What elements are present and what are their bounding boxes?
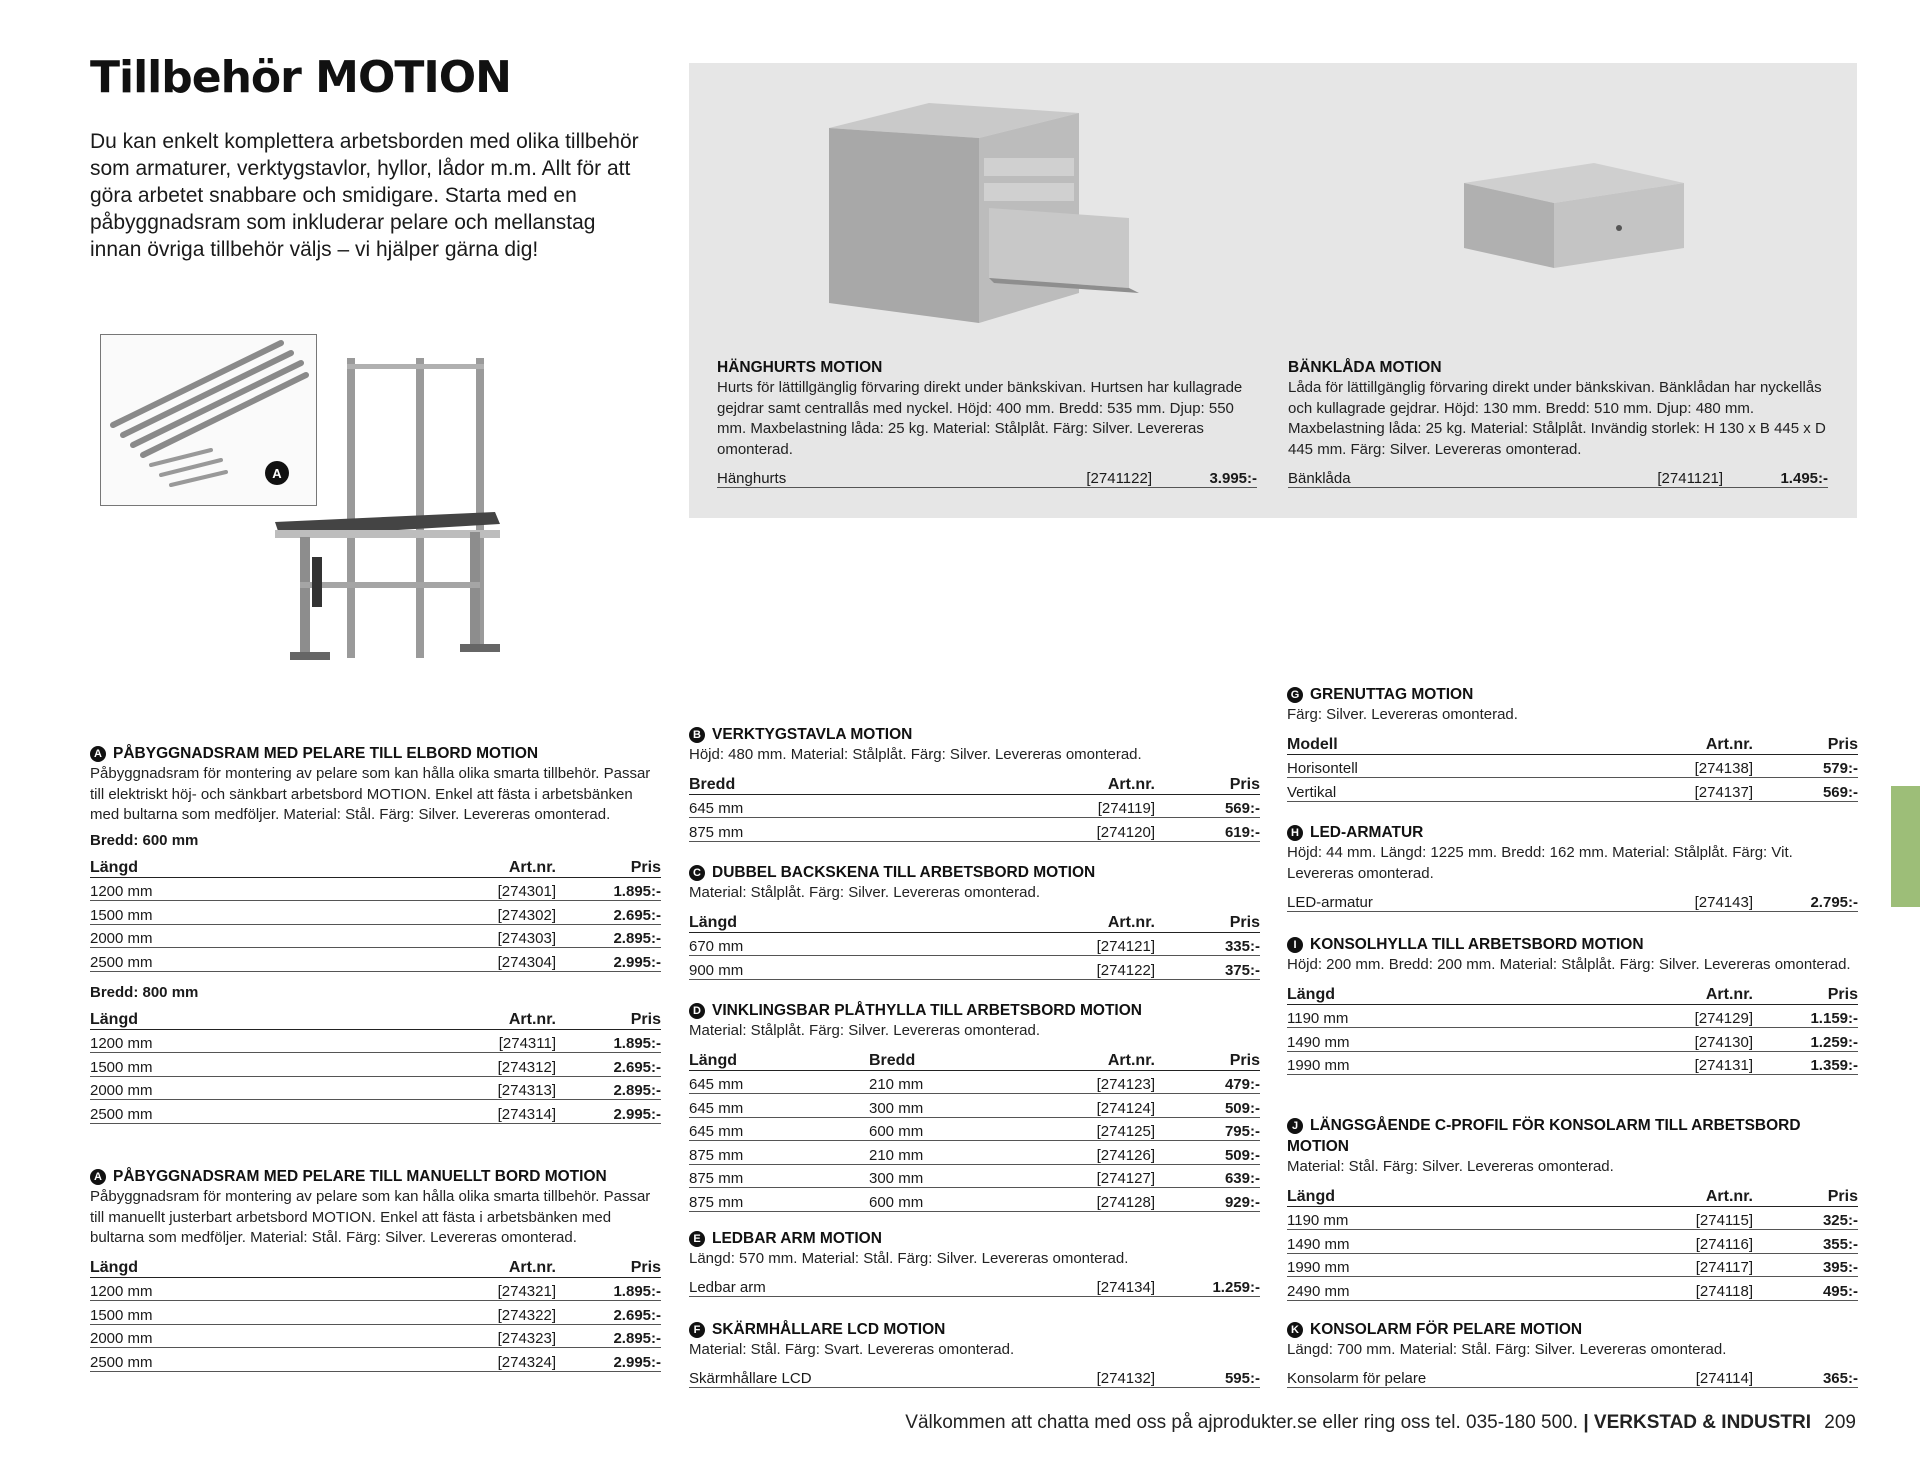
col-pris: Pris	[1753, 730, 1858, 755]
product-name: Ledbar arm	[689, 1274, 1035, 1297]
table-row	[1287, 1051, 1858, 1075]
width-value: 210 mm	[869, 1141, 1035, 1165]
table-row	[689, 1094, 1260, 1118]
article-number: [2741121]	[1603, 464, 1723, 487]
section-a-elbord	[90, 743, 661, 1124]
article-number: [274314]	[436, 1100, 556, 1124]
length-value: Horisontell	[1287, 754, 1633, 778]
b-desc: Höjd: 480 mm. Material: Stålplåt. Färg: Silver. Levereras omonterad.	[689, 746, 1142, 763]
table-row	[1287, 754, 1858, 778]
table-row	[1287, 778, 1858, 802]
col-pris: Pris	[1155, 908, 1260, 933]
length-value: 2000 mm	[90, 1324, 436, 1348]
section-color-tab	[1891, 786, 1920, 907]
length-value: 1190 mm	[1287, 1004, 1633, 1028]
i-title: KONSOLHYLLA TILL ARBETSBORD MOTION	[1310, 936, 1644, 953]
article-number: [274116]	[1633, 1230, 1753, 1254]
table-row	[90, 1301, 661, 1325]
table-row	[1287, 1253, 1858, 1277]
price: 1.895:-	[556, 1029, 661, 1053]
table-row	[689, 1141, 1260, 1165]
banklada-desc: Låda för lättillgänglig förvaring direkt under bänkskivan. Bänklådan har nyckellås och kullagrade gejdrar. Höjd: 130 mm. Bredd: 510 mm. Djup: 480 mm. Maxbelastning låda: 25 kg. Material: Stålplåt. Invändig storlek: H 130 x B 445 x D 445 mm. Färg: Silver. Levereras omonterad.	[1288, 379, 1826, 458]
article-number: [274127]	[1035, 1164, 1155, 1188]
section-c	[689, 862, 1260, 980]
e-desc: Längd: 570 mm. Material: Stål. Färg: Silver. Levereras omonterad.	[689, 1250, 1129, 1267]
article-number: [274322]	[436, 1301, 556, 1325]
intro-text: Du kan enkelt komplettera arbetsborden med olika tillbehör som armaturer, verktygstavlor, hyllor, lådor m.m. Allt för att göra arbetet snabbare och smidigare. Starta med en påbyggnadsram som inkluderar pelare och mellanstag innan övriga tillbehör väljs – vi hjälper gärna dig!	[90, 130, 639, 261]
table-row	[90, 901, 661, 925]
table-row	[1287, 1206, 1858, 1230]
length-value: 1490 mm	[1287, 1230, 1633, 1254]
a2-desc: Påbyggnadsram för montering av pelare som kan hålla olika smarta tillbehör. Passar till manuellt justerbart arbetsbord MOTION. Enkel att fästa i arbetsbänken med bultarna som medföljer. Material: Stål. Färg: Silver. Levereras omonterad.	[90, 1188, 651, 1246]
banklada-table	[1288, 464, 1828, 488]
badge-c-icon: C	[689, 865, 705, 881]
section-b	[689, 724, 1260, 842]
article-number: [274301]	[436, 877, 556, 901]
article-number: [274134]	[1035, 1274, 1155, 1297]
col-artnr: Art.nr.	[436, 1005, 556, 1030]
j-table	[1287, 1182, 1858, 1301]
length-value: 645 mm	[689, 1117, 869, 1141]
col-modell: Modell	[1287, 730, 1633, 755]
hanghurts-table	[717, 464, 1257, 488]
col-langd: Längd	[689, 1046, 869, 1071]
product-name: Bänklåda	[1288, 464, 1603, 487]
article-number: [274123]	[1035, 1070, 1155, 1094]
featured-products-panel	[689, 63, 1857, 518]
table-row	[1287, 1365, 1858, 1388]
col-artnr: Art.nr.	[1035, 908, 1155, 933]
g-table	[1287, 730, 1858, 802]
price: 495:-	[1753, 1277, 1858, 1301]
banklada-block	[1288, 357, 1828, 488]
table-row	[689, 794, 1260, 818]
article-number: [274312]	[436, 1053, 556, 1077]
d-table	[689, 1046, 1260, 1212]
price: 569:-	[1155, 794, 1260, 818]
section-d	[689, 1000, 1260, 1212]
article-number: [274137]	[1633, 778, 1753, 802]
article-number: [274323]	[436, 1324, 556, 1348]
length-value: 1500 mm	[90, 1301, 436, 1325]
length-value: 1490 mm	[1287, 1028, 1633, 1052]
table-row	[90, 1100, 661, 1124]
badge-d-icon: D	[689, 1003, 705, 1019]
col-artnr: Art.nr.	[436, 853, 556, 878]
price: 619:-	[1155, 818, 1260, 842]
col-bredd: Bredd	[689, 770, 1035, 795]
article-number: [274304]	[436, 948, 556, 972]
table-row	[689, 1188, 1260, 1212]
price: 2.895:-	[556, 924, 661, 948]
table-row	[1287, 1230, 1858, 1254]
table-row	[1287, 1004, 1858, 1028]
article-number: [274138]	[1633, 754, 1753, 778]
length-value: 1200 mm	[90, 1029, 436, 1053]
section-h	[1287, 822, 1858, 912]
table-row	[689, 1164, 1260, 1188]
article-number: [274311]	[436, 1029, 556, 1053]
price: 929:-	[1155, 1188, 1260, 1212]
section-i	[1287, 934, 1858, 1075]
article-number: [274324]	[436, 1348, 556, 1372]
length-value: 1990 mm	[1287, 1253, 1633, 1277]
price: 509:-	[1155, 1141, 1260, 1165]
price: 1.259:-	[1155, 1274, 1260, 1297]
col-langd: Längd	[1287, 1182, 1633, 1207]
page-title: Tillbehör MOTION	[90, 52, 511, 103]
badge-a-icon: A	[90, 746, 106, 762]
article-number: [274130]	[1633, 1028, 1753, 1052]
b-title: VERKTYGSTAVLA MOTION	[712, 726, 913, 743]
article-number: [274114]	[1633, 1365, 1753, 1388]
footer-section: | VERKSTAD & INDUSTRI	[1583, 1412, 1812, 1433]
table-row	[717, 464, 1257, 487]
price: 569:-	[1753, 778, 1858, 802]
article-number: [274313]	[436, 1076, 556, 1100]
k-table	[1287, 1365, 1858, 1389]
h-desc: Höjd: 44 mm. Längd: 1225 mm. Bredd: 162 mm. Material: Stålplåt. Färg: Vit. Levereras omonterad.	[1287, 844, 1793, 882]
table-row	[689, 956, 1260, 980]
b-table	[689, 770, 1260, 842]
banklada-image	[1454, 163, 1694, 293]
i-table	[1287, 980, 1858, 1076]
table-row	[689, 1274, 1260, 1297]
width-value: 600 mm	[869, 1188, 1035, 1212]
col-artnr: Art.nr.	[1633, 730, 1753, 755]
price: 2.895:-	[556, 1324, 661, 1348]
length-value: 2490 mm	[1287, 1277, 1633, 1301]
price: 2.695:-	[556, 1301, 661, 1325]
article-number: [274121]	[1035, 932, 1155, 956]
price: 2.995:-	[556, 1100, 661, 1124]
col-artnr: Art.nr.	[1633, 980, 1753, 1005]
k-title: KONSOLARM FÖR PELARE MOTION	[1310, 1321, 1583, 1338]
a1-table-800	[90, 1005, 661, 1124]
f-desc: Material: Stål. Färg: Svart. Levereras omonterad.	[689, 1341, 1015, 1358]
price: 1.895:-	[556, 877, 661, 901]
col-artnr: Art.nr.	[1035, 770, 1155, 795]
table-row	[90, 924, 661, 948]
price: 2.995:-	[556, 948, 661, 972]
length-value: 1200 mm	[90, 1277, 436, 1301]
hanghurts-desc: Hurts för lättillgänglig förvaring direkt under bänkskivan. Hurtsen har kullagrade gejdrar samt centrallås med nyckel. Höjd: 400 mm. Bredd: 535 mm. Djup: 550 mm. Maxbelastning låda: 25 kg. Material: Stålplåt. Färg: Silver. Levereras omonterad.	[717, 379, 1243, 458]
table-row	[1287, 888, 1858, 911]
length-value: 645 mm	[689, 794, 1035, 818]
e-title: LEDBAR ARM MOTION	[712, 1230, 882, 1247]
c-title: DUBBEL BACKSKENA TILL ARBETSBORD MOTION	[712, 864, 1096, 881]
badge-a-icon: A	[90, 1169, 106, 1185]
table-row	[90, 948, 661, 972]
c-table	[689, 908, 1260, 980]
a1-table-600	[90, 853, 661, 972]
h-title: LED-ARMATUR	[1310, 824, 1424, 841]
price: 1.359:-	[1753, 1051, 1858, 1075]
j-desc: Material: Stål. Färg: Silver. Levereras omonterad.	[1287, 1158, 1614, 1175]
hanghurts-title: HÄNGHURTS MOTION	[717, 359, 883, 376]
length-value: 875 mm	[689, 1188, 869, 1212]
col-langd: Längd	[90, 1253, 436, 1278]
price: 325:-	[1753, 1206, 1858, 1230]
article-number: [274124]	[1035, 1094, 1155, 1118]
section-k	[1287, 1319, 1858, 1388]
table-row	[1288, 464, 1828, 487]
col-bredd: Bredd	[869, 1046, 1035, 1071]
col-pris: Pris	[1155, 1046, 1260, 1071]
price: 335:-	[1155, 932, 1260, 956]
badge-k-icon: K	[1287, 1322, 1303, 1338]
length-value: 645 mm	[689, 1094, 869, 1118]
product-name: LED-armatur	[1287, 888, 1633, 911]
section-title	[90, 743, 661, 764]
length-value: 875 mm	[689, 1164, 869, 1188]
price: 795:-	[1155, 1117, 1260, 1141]
section-e	[689, 1228, 1260, 1297]
col-pris: Pris	[556, 853, 661, 878]
image-badge: A	[272, 466, 282, 481]
price: 639:-	[1155, 1164, 1260, 1188]
product-name: Skärmhållare LCD	[689, 1365, 1035, 1388]
banklada-title: BÄNKLÅDA MOTION	[1288, 359, 1442, 376]
length-value: 1200 mm	[90, 877, 436, 901]
price: 395:-	[1753, 1253, 1858, 1277]
table-row	[689, 1070, 1260, 1094]
length-value: Vertikal	[1287, 778, 1633, 802]
article-number: [274117]	[1633, 1253, 1753, 1277]
section-j	[1287, 1115, 1858, 1301]
article-number: [274302]	[436, 901, 556, 925]
length-value: 2000 mm	[90, 924, 436, 948]
table-row	[90, 877, 661, 901]
width-value: 600 mm	[869, 1117, 1035, 1141]
col-pris: Pris	[556, 1005, 661, 1030]
hanghurts-image	[819, 103, 1149, 333]
badge-j-icon: J	[1287, 1118, 1303, 1134]
g-title: GRENUTTAG MOTION	[1310, 686, 1474, 703]
table-row	[1287, 1277, 1858, 1301]
length-value: 2500 mm	[90, 1348, 436, 1372]
article-number: [274126]	[1035, 1141, 1155, 1165]
price: 2.795:-	[1753, 888, 1858, 911]
length-value: 1190 mm	[1287, 1206, 1633, 1230]
a1-desc: Påbyggnadsram för montering av pelare som kan hålla olika smarta tillbehör. Passar till elektriskt höj- och sänkbart arbetsbord MOTION. Enkel att fästa i arbetsbänken med bultarna som medföljer. Material: Stål. Färg: Silver. Levereras omonterad.	[90, 765, 651, 823]
workbench-with-frame-image	[230, 352, 560, 692]
article-number: [274143]	[1633, 888, 1753, 911]
a2-table	[90, 1253, 661, 1372]
length-value: 875 mm	[689, 1141, 869, 1165]
col-langd: Längd	[1287, 980, 1633, 1005]
length-value: 1500 mm	[90, 901, 436, 925]
page-footer	[905, 1412, 1856, 1434]
table-row	[689, 1117, 1260, 1141]
price: 375:-	[1155, 956, 1260, 980]
table-row	[689, 818, 1260, 842]
hanghurts-block	[717, 357, 1257, 488]
article-number: [274128]	[1035, 1188, 1155, 1212]
footer-contact-link[interactable]: Välkommen att chatta med oss på ajprodukter.se eller ring oss tel. 035-180 500.	[905, 1412, 1579, 1433]
width-600-label: Bredd: 600 mm	[90, 831, 199, 849]
article-number: [274119]	[1035, 794, 1155, 818]
length-value: 1990 mm	[1287, 1051, 1633, 1075]
badge-b-icon: B	[689, 727, 705, 743]
d-title: VINKLINGSBAR PLÅTHYLLA TILL ARBETSBORD MOTION	[712, 1002, 1142, 1019]
length-value: 1500 mm	[90, 1053, 436, 1077]
price: 355:-	[1753, 1230, 1858, 1254]
article-number: [274132]	[1035, 1365, 1155, 1388]
article-number: [274129]	[1633, 1004, 1753, 1028]
article-number: [274321]	[436, 1277, 556, 1301]
f-title: SKÄRMHÅLLARE LCD MOTION	[712, 1321, 946, 1338]
i-desc: Höjd: 200 mm. Bredd: 200 mm. Material: Stålplåt. Färg: Silver. Levereras omonterad.	[1287, 956, 1851, 973]
col-pris: Pris	[1753, 980, 1858, 1005]
f-table	[689, 1365, 1260, 1389]
col-artnr: Art.nr.	[436, 1253, 556, 1278]
badge-e-icon: E	[689, 1231, 705, 1247]
price: 509:-	[1155, 1094, 1260, 1118]
length-value: 645 mm	[689, 1070, 869, 1094]
price: 2.895:-	[556, 1076, 661, 1100]
k-desc: Längd: 700 mm. Material: Stål. Färg: Silver. Levereras omonterad.	[1287, 1341, 1727, 1358]
article-number: [274115]	[1633, 1206, 1753, 1230]
article-number: [274303]	[436, 924, 556, 948]
width-value: 210 mm	[869, 1070, 1035, 1094]
article-number: [274122]	[1035, 956, 1155, 980]
article-number: [2741122]	[1032, 464, 1152, 487]
price: 2.695:-	[556, 1053, 661, 1077]
length-value: 900 mm	[689, 956, 1035, 980]
length-value: 2500 mm	[90, 1100, 436, 1124]
table-row	[90, 1348, 661, 1372]
section-f	[689, 1319, 1260, 1388]
section-g	[1287, 684, 1858, 802]
width-800-label: Bredd: 800 mm	[90, 983, 199, 1001]
price: 2.695:-	[556, 901, 661, 925]
page-number: 209	[1824, 1412, 1856, 1433]
col-langd: Längd	[689, 908, 1035, 933]
col-artnr: Art.nr.	[1035, 1046, 1155, 1071]
d-desc: Material: Stålplåt. Färg: Silver. Levereras omonterad.	[689, 1022, 1040, 1039]
price: 365:-	[1753, 1365, 1858, 1388]
width-value: 300 mm	[869, 1164, 1035, 1188]
length-value: 670 mm	[689, 932, 1035, 956]
table-row	[689, 932, 1260, 956]
article-number: [274125]	[1035, 1117, 1155, 1141]
badge-f-icon: F	[689, 1322, 705, 1338]
width-value: 300 mm	[869, 1094, 1035, 1118]
article-number: [274118]	[1633, 1277, 1753, 1301]
table-row	[90, 1076, 661, 1100]
col-pris: Pris	[1753, 1182, 1858, 1207]
length-value: 2500 mm	[90, 948, 436, 972]
price: 2.995:-	[556, 1348, 661, 1372]
section-a-manual	[90, 1166, 661, 1372]
e-table	[689, 1274, 1260, 1298]
table-row	[1287, 1028, 1858, 1052]
length-value: 875 mm	[689, 818, 1035, 842]
badge-h-icon: H	[1287, 825, 1303, 841]
j-title: LÄNGSGÅENDE C-PROFIL FÖR KONSOLARM TILL ARBETSBORD MOTION	[1287, 1117, 1801, 1155]
table-row	[90, 1053, 661, 1077]
price: 595:-	[1155, 1365, 1260, 1388]
price: 1.895:-	[556, 1277, 661, 1301]
price: 1.159:-	[1753, 1004, 1858, 1028]
table-row	[689, 1365, 1260, 1388]
table-row	[90, 1029, 661, 1053]
col-artnr: Art.nr.	[1633, 1182, 1753, 1207]
a2-title: PÅBYGGNADSRAM MED PELARE TILL MANUELLT BORD MOTION	[113, 1168, 607, 1185]
badge-g-icon: G	[1287, 687, 1303, 703]
g-desc: Färg: Silver. Levereras omonterad.	[1287, 706, 1518, 723]
col-pris: Pris	[1155, 770, 1260, 795]
a1-title: PÅBYGGNADSRAM MED PELARE TILL ELBORD MOTION	[113, 745, 539, 762]
product-name: Hänghurts	[717, 464, 1032, 487]
price: 579:-	[1753, 754, 1858, 778]
article-number: [274120]	[1035, 818, 1155, 842]
length-value: 2000 mm	[90, 1076, 436, 1100]
table-row	[90, 1324, 661, 1348]
product-name: Konsolarm för pelare	[1287, 1365, 1633, 1388]
price: 479:-	[1155, 1070, 1260, 1094]
price: 1.495:-	[1723, 464, 1828, 487]
col-langd: Längd	[90, 1005, 436, 1030]
col-langd: Längd	[90, 853, 436, 878]
h-table	[1287, 888, 1858, 912]
col-pris: Pris	[556, 1253, 661, 1278]
table-row	[90, 1277, 661, 1301]
article-number: [274131]	[1633, 1051, 1753, 1075]
price: 3.995:-	[1152, 464, 1257, 487]
price: 1.259:-	[1753, 1028, 1858, 1052]
c-desc: Material: Stålplåt. Färg: Silver. Levereras omonterad.	[689, 884, 1040, 901]
badge-i-icon: I	[1287, 937, 1303, 953]
